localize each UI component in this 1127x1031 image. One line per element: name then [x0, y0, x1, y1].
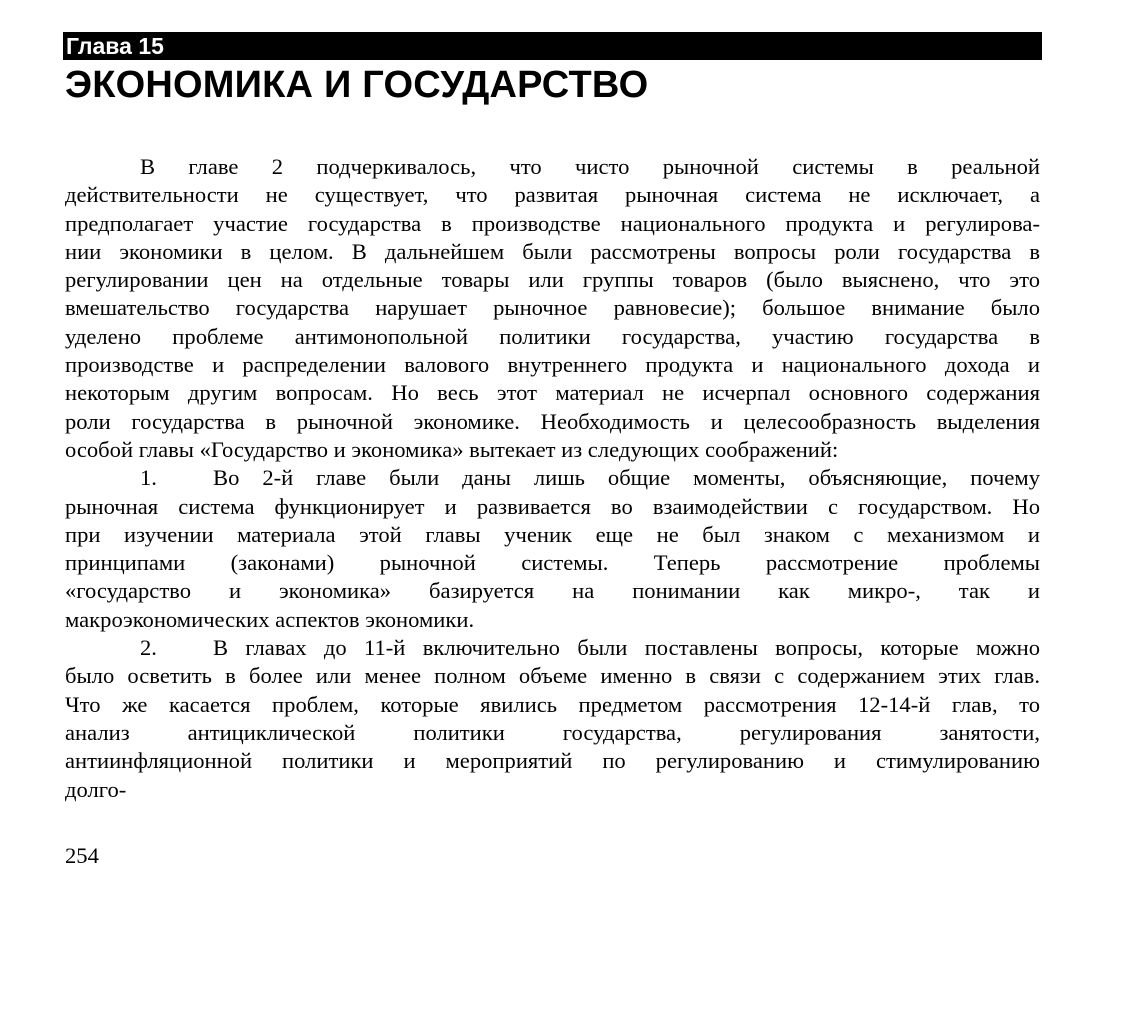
text-line: принципами (законами) рыночной системы. Теперь рассмотрение проблемы: [65, 550, 1040, 576]
text-line: рыночная система функционирует и развивается во взаимодействии с государством. Но: [65, 493, 1040, 519]
chapter-header-bar: [63, 32, 1042, 60]
list-item-first-line: [65, 634, 1040, 662]
body-text: [65, 153, 1040, 804]
text-line: «государство и экономика» базируется на понимании как микро-, так и: [65, 578, 1040, 604]
text-line: В главе 2 подчеркивалось, что чисто рыночной системы в реальной: [140, 154, 1040, 179]
text-line: было осветить в более или менее полном объеме именно в связи с содержанием этих глав.: [65, 663, 1040, 689]
text-line: производстве и распределении валового внутреннего продукта и национального дохода и: [65, 352, 1040, 378]
chapter-label: Глава 15: [66, 33, 164, 59]
list-item-text: В главах до 11-й включительно были поставлены вопросы, которые можно: [213, 635, 1040, 661]
text-line: некоторым другим вопросам. Но весь этот материал не исчерпал основного содержания: [65, 380, 1040, 406]
text-line: роли государства в рыночной экономике. Необходимость и целесообразность выделения: [65, 408, 1040, 434]
text-line: антиинфляционной политики и мероприятий по регулированию и стимулированию: [65, 748, 1040, 774]
page-number: 254: [65, 843, 99, 868]
text-line: вмешательство государства нарушает рыночное равновесие); большое внимание было: [65, 295, 1040, 321]
text-line: уделено проблеме антимонопольной политики государства, участию государства в: [65, 323, 1040, 349]
text-line: регулировании цен на отдельные товары или группы товаров (было выяснено, что это: [65, 267, 1040, 293]
text-line: при изучении материала этой главы ученик еще не был знаком с механизмом и: [65, 521, 1040, 547]
list-item-number: 2.: [140, 635, 157, 661]
list-item-number: 1.: [140, 465, 157, 491]
text-line: нии экономики в целом. В дальнейшем были рассмотрены вопросы роли государства в: [65, 238, 1040, 264]
text-line: действительности не существует, что развитая рыночная система не исключает, а: [65, 182, 1040, 208]
text-line: особой главы «Государство и экономика» вытекает из следующих соображений:: [65, 436, 839, 462]
text-line: Что же касается проблем, которые явились предметом рассмотрения 12-14-й глав, то: [65, 691, 1040, 717]
list-item-text: Во 2-й главе были даны лишь общие моменты, объясняющие, почему: [213, 465, 1040, 491]
text-line: предполагает участие государства в производстве национального продукта и регулирова-: [65, 210, 1040, 236]
list-item-first-line: [65, 464, 1040, 492]
chapter-title: ЭКОНОМИКА И ГОСУДАРСТВО: [65, 64, 649, 106]
text-line: долго-: [65, 776, 127, 802]
text-line: анализ антициклической политики государства, регулирования занятости,: [65, 719, 1040, 745]
text-line: макроэкономических аспектов экономики.: [65, 606, 475, 632]
